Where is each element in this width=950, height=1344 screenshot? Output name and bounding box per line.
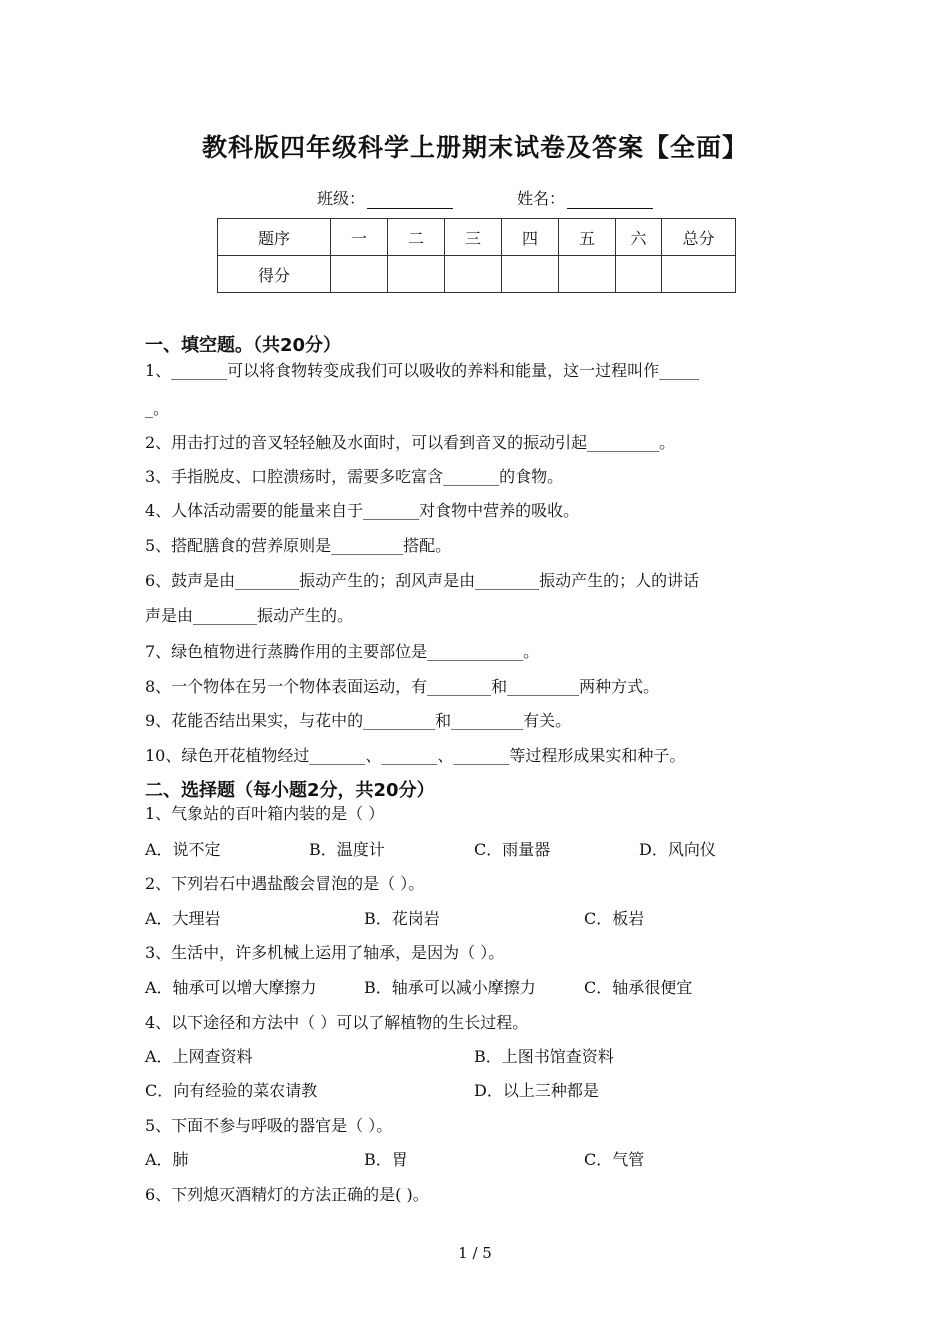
- class-field: [317, 186, 453, 209]
- header-cell: 一: [331, 219, 388, 256]
- choice-option[interactable]: C．板岩: [584, 909, 645, 928]
- score-table-score-row: [218, 256, 736, 293]
- choice-option[interactable]: C．气管: [584, 1150, 645, 1169]
- fill-question: 8、一个物体在另一个物体表面运动，有________和_________两种方式。: [145, 677, 660, 696]
- fill-question: 7、绿色植物进行蒸腾作用的主要部位是____________。: [145, 642, 540, 661]
- score-table: [217, 218, 736, 293]
- section1-heading: 一、填空题。（共20分）: [145, 335, 342, 356]
- fill-question: 1、_______可以将食物转变成我们可以吸收的养料和能量，这一过程叫作_____: [145, 361, 700, 380]
- header-cell: 总分: [662, 219, 736, 256]
- fill-question: 4、人体活动需要的能量来自于_______对食物中营养的吸收。: [145, 501, 580, 520]
- name-blank[interactable]: [567, 192, 653, 209]
- fill-question: 6、鼓声是由________振动产生的；刮风声是由________振动产生的；人的讲话: [145, 571, 700, 590]
- score-cell[interactable]: [662, 256, 736, 293]
- score-cell[interactable]: [502, 256, 559, 293]
- score-cell[interactable]: [559, 256, 616, 293]
- fill-question: 2、用击打过的音叉轻轻触及水面时，可以看到音叉的振动引起_________。: [145, 433, 676, 452]
- fill-question: 3、手指脱皮、口腔溃疡时，需要多吃富含_______的食物。: [145, 467, 564, 486]
- choice-option[interactable]: A．大理岩: [145, 909, 221, 928]
- class-blank[interactable]: [367, 192, 453, 209]
- fill-question: 9、花能否结出果实，与花中的_________和_________有关。: [145, 711, 572, 730]
- choice-option[interactable]: A．肺: [145, 1150, 189, 1169]
- name-label: 姓名：: [517, 189, 566, 208]
- choice-option[interactable]: C．向有经验的菜农请教: [145, 1081, 318, 1100]
- choice-option[interactable]: C．雨量器: [474, 840, 551, 859]
- score-cell[interactable]: [331, 256, 388, 293]
- choice-question: 6、下列熄灭酒精灯的方法正确的是( )。: [145, 1185, 429, 1204]
- choice-option[interactable]: D．以上三种都是: [474, 1081, 599, 1100]
- choice-question: 4、以下途径和方法中（ ）可以了解植物的生长过程。: [145, 1013, 529, 1032]
- header-cell: 二: [388, 219, 445, 256]
- header-cell: 六: [616, 219, 662, 256]
- class-label: 班级：: [317, 189, 366, 208]
- score-cell[interactable]: [445, 256, 502, 293]
- choice-question: 1、气象站的百叶箱内装的是（ ）: [145, 804, 385, 823]
- header-cell: 四: [502, 219, 559, 256]
- choice-option[interactable]: B．轴承可以减小摩擦力: [364, 978, 536, 997]
- score-cell[interactable]: [616, 256, 662, 293]
- fill-question-continued: 声是由________振动产生的。: [145, 606, 354, 625]
- choice-option[interactable]: C．轴承很便宜: [584, 978, 693, 997]
- choice-option[interactable]: D．风向仪: [639, 840, 716, 859]
- choice-option[interactable]: B．温度计: [309, 840, 385, 859]
- page-number: 1 / 5: [458, 1244, 492, 1262]
- choice-question: 5、下面不参与呼吸的器官是（ ）。: [145, 1116, 393, 1135]
- choice-question: 3、生活中，许多机械上运用了轴承，是因为（ ）。: [145, 943, 505, 962]
- choice-option[interactable]: B．花岗岩: [364, 909, 440, 928]
- choice-option[interactable]: B．上图书馆查资料: [474, 1047, 614, 1066]
- row-label-cell: 得分: [218, 256, 331, 293]
- header-cell: 题序: [218, 219, 331, 256]
- score-table-header-row: [218, 219, 736, 256]
- choice-option[interactable]: A．说不定: [145, 840, 221, 859]
- choice-question: 2、下列岩石中遇盐酸会冒泡的是（ ）。: [145, 874, 425, 893]
- header-cell: 三: [445, 219, 502, 256]
- fill-question: 10、绿色开花植物经过_______、_______、_______等过程形成果实和种子。: [145, 746, 686, 765]
- choice-option[interactable]: A．轴承可以增大摩擦力: [145, 978, 317, 997]
- score-cell[interactable]: [388, 256, 445, 293]
- page-title: 教科版四年级科学上册期末试卷及答案【全面】: [201, 133, 748, 162]
- name-field: [517, 186, 653, 209]
- choice-option[interactable]: A．上网查资料: [145, 1047, 253, 1066]
- choice-option[interactable]: B．胃: [364, 1150, 408, 1169]
- header-cell: 五: [559, 219, 616, 256]
- section2-heading: 二、选择题（每小题2分，共20分）: [145, 780, 435, 801]
- fill-question: 5、搭配膳食的营养原则是_________搭配。: [145, 536, 452, 555]
- fill-question-continued: _。: [145, 399, 170, 418]
